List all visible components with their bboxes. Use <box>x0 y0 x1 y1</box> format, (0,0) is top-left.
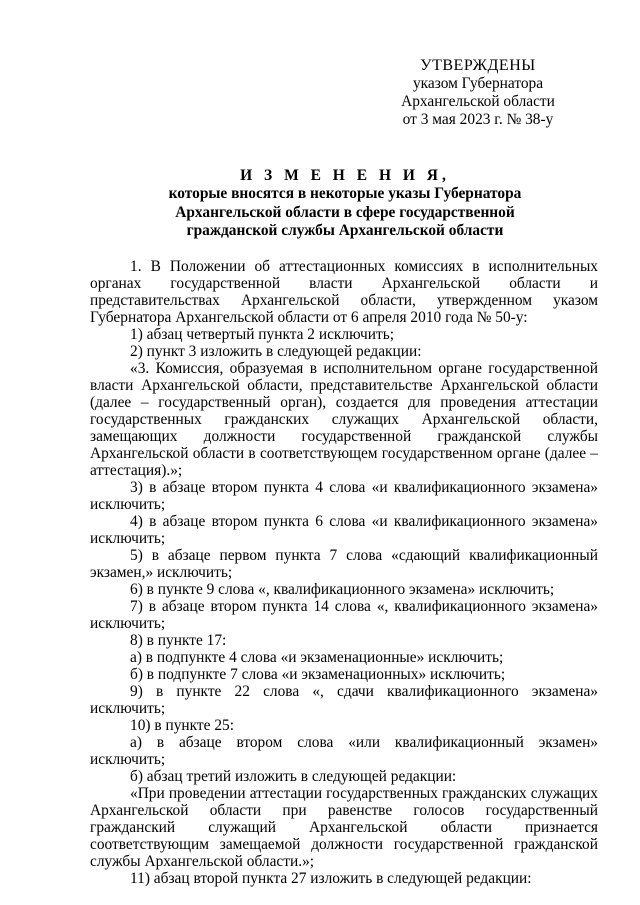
approval-title: УТВЕРЖДЕНЫ <box>420 57 536 74</box>
heading-line-3: гражданской службы Архангельской области <box>186 222 504 239</box>
paragraph: 7) в абзаце втором пункта 14 слова «, квалификационного экзамена» исключить; <box>90 598 598 632</box>
paragraph: 9) в пункте 22 слова «, сдачи квалификационного экзамена» исключить; <box>90 683 598 717</box>
paragraph: а) в подпункте 4 слова «и экзаменационные» исключить; <box>130 649 504 666</box>
paragraph: 6) в пункте 9 слова «, квалификационного экзамена» исключить; <box>130 581 555 598</box>
paragraph: 5) в абзаце первом пункта 7 слова «сдающий квалификационный экзамен,» исключить; <box>90 547 598 581</box>
document-heading <box>90 166 600 241</box>
paragraph: а) в абзаце втором слова «или квалификационный экзамен» исключить; <box>90 734 598 768</box>
paragraph: 2) пункт 3 изложить в следующей редакции: <box>130 343 422 360</box>
paragraph: «3. Комиссия, образуемая в исполнительном органе государственной власти Архангельской области, представительстве Архангельской области (далее – государственный орган), создается для проведения аттестации государственных гражданских служащих Архангельской области, замещающих должности государственной гражданской службы Архангельской области в соответствующем государственном органе (далее – аттестация).»; <box>90 360 598 479</box>
approval-line-2: Архангельской области <box>401 93 555 110</box>
paragraph: 3) в абзаце втором пункта 4 слова «и квалификационного экзамена» исключить; <box>90 479 598 513</box>
approval-stamp <box>378 56 578 129</box>
paragraph: 8) в пункте 17: <box>130 632 227 649</box>
heading-line-1: которые вносятся в некоторые указы Губернатора <box>168 185 522 202</box>
heading-line-2: Архангельской области в сфере государственной <box>175 203 515 221</box>
document-body <box>90 258 598 887</box>
paragraph: 4) в абзаце втором пункта 6 слова «и квалификационного экзамена» исключить; <box>90 513 598 547</box>
paragraph: 1) абзац четвертый пункта 2 исключить; <box>130 326 394 343</box>
paragraph: 10) в пункте 25: <box>130 717 234 734</box>
heading-title: И З М Е Н Е Н И Я, <box>240 167 450 184</box>
approval-line-3: от 3 мая 2023 г. № 38-у <box>402 111 554 128</box>
paragraph: 11) абзац второй пункта 27 изложить в следующей редакции: <box>130 870 532 887</box>
paragraph: б) абзац третий изложить в следующей редакции: <box>130 768 457 785</box>
paragraph: б) в подпункте 7 слова «и экзаменационных» исключить; <box>130 666 506 683</box>
approval-line-1: указом Губернатора <box>412 75 544 92</box>
paragraph: «При проведении аттестации государственных гражданских служащих Архангельской области при равенстве голосов государственный гражданский служащий Архангельской области признается соответствующим замещаемой должности государственной гражданской службы Архангельской области.»; <box>90 785 598 870</box>
paragraph: 1. В Положении об аттестационных комиссиях в исполнительных органах государственной власти Архангельской области и представительствах Архангельской области, утвержденном указом Губернатора Архангельской области от 6 апреля 2010 года № 50-у: <box>90 258 598 326</box>
